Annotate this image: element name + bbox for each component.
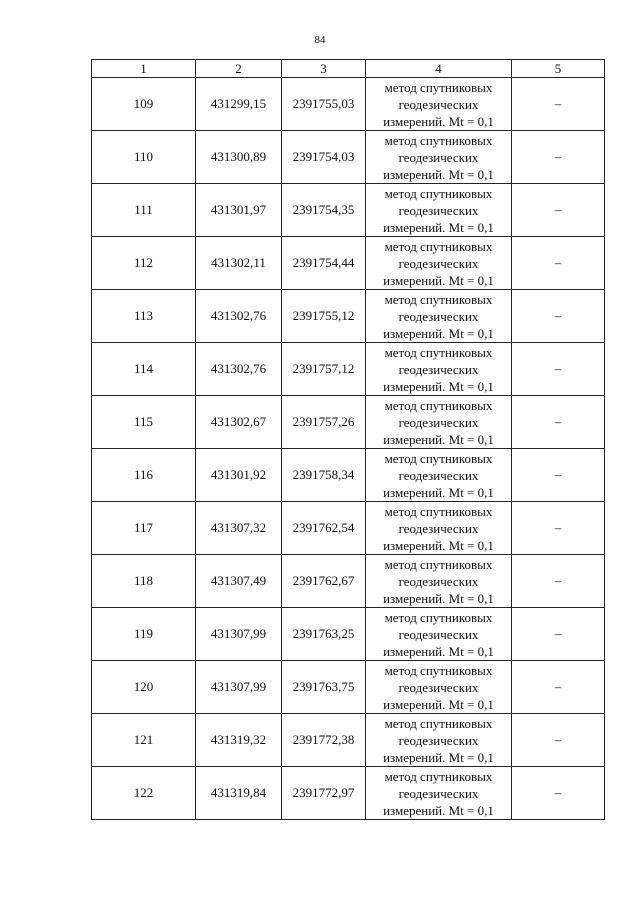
method-line: геодезических bbox=[398, 520, 479, 536]
table-row bbox=[92, 237, 605, 290]
method-line: геодезических bbox=[398, 573, 479, 589]
note-cell: – bbox=[512, 237, 605, 290]
coordinate-y-cell: 2391758,34 bbox=[282, 449, 366, 502]
method-cell bbox=[366, 502, 512, 555]
table-row bbox=[92, 767, 605, 820]
method-line: геодезических bbox=[398, 732, 479, 748]
table-row bbox=[92, 396, 605, 449]
method-line: метод спутниковых bbox=[384, 503, 493, 519]
coordinate-x-cell: 431307,99 bbox=[196, 608, 282, 661]
point-number-cell: 113 bbox=[92, 290, 196, 343]
method-line: метод спутниковых bbox=[384, 344, 493, 360]
table-row bbox=[92, 449, 605, 502]
method-cell bbox=[366, 714, 512, 767]
coordinate-x-cell: 431307,32 bbox=[196, 502, 282, 555]
point-number-cell: 121 bbox=[92, 714, 196, 767]
method-line: измерений. Mt = 0,1 bbox=[383, 643, 494, 659]
method-line: метод спутниковых bbox=[384, 185, 493, 201]
coordinate-y-cell: 2391772,97 bbox=[282, 767, 366, 820]
method-cell bbox=[366, 184, 512, 237]
coordinate-y-cell: 2391754,35 bbox=[282, 184, 366, 237]
method-line: измерений. Mt = 0,1 bbox=[383, 537, 494, 553]
point-number-cell: 109 bbox=[92, 78, 196, 131]
note-cell: – bbox=[512, 661, 605, 714]
method-line: метод спутниковых bbox=[384, 79, 493, 95]
coordinate-x-cell: 431307,99 bbox=[196, 661, 282, 714]
coordinate-y-cell: 2391763,75 bbox=[282, 661, 366, 714]
method-cell bbox=[366, 608, 512, 661]
coordinate-y-cell: 2391757,12 bbox=[282, 343, 366, 396]
method-line: измерений. Mt = 0,1 bbox=[383, 325, 494, 341]
coordinate-x-cell: 431299,15 bbox=[196, 78, 282, 131]
coordinate-x-cell: 431300,89 bbox=[196, 131, 282, 184]
header-col-1: 1 bbox=[92, 60, 196, 78]
method-line: геодезических bbox=[398, 149, 479, 165]
method-line: измерений. Mt = 0,1 bbox=[383, 590, 494, 606]
method-cell bbox=[366, 237, 512, 290]
table-row bbox=[92, 131, 605, 184]
point-number-cell: 114 bbox=[92, 343, 196, 396]
method-line: геодезических bbox=[398, 467, 479, 483]
table-row bbox=[92, 290, 605, 343]
method-line: геодезических bbox=[398, 308, 479, 324]
table-row bbox=[92, 714, 605, 767]
method-line: геодезических bbox=[398, 414, 479, 430]
table-body bbox=[92, 78, 605, 820]
point-number-cell: 119 bbox=[92, 608, 196, 661]
method-line: геодезических bbox=[398, 626, 479, 642]
point-number-cell: 122 bbox=[92, 767, 196, 820]
coordinate-x-cell: 431302,76 bbox=[196, 290, 282, 343]
coordinate-y-cell: 2391762,54 bbox=[282, 502, 366, 555]
method-line: измерений. Mt = 0,1 bbox=[383, 431, 494, 447]
method-cell bbox=[366, 449, 512, 502]
coordinate-y-cell: 2391755,03 bbox=[282, 78, 366, 131]
method-cell bbox=[366, 555, 512, 608]
table-row bbox=[92, 608, 605, 661]
coordinate-y-cell: 2391754,44 bbox=[282, 237, 366, 290]
method-line: измерений. Mt = 0,1 bbox=[383, 802, 494, 818]
table-row bbox=[92, 184, 605, 237]
point-number-cell: 110 bbox=[92, 131, 196, 184]
coordinate-y-cell: 2391754,03 bbox=[282, 131, 366, 184]
coordinate-x-cell: 431302,67 bbox=[196, 396, 282, 449]
note-cell: – bbox=[512, 449, 605, 502]
method-line: метод спутниковых bbox=[384, 715, 493, 731]
coordinate-y-cell: 2391757,26 bbox=[282, 396, 366, 449]
note-cell: – bbox=[512, 343, 605, 396]
coordinate-y-cell: 2391762,67 bbox=[282, 555, 366, 608]
method-line: измерений. Mt = 0,1 bbox=[383, 166, 494, 182]
note-cell: – bbox=[512, 78, 605, 131]
method-line: геодезических bbox=[398, 202, 479, 218]
note-cell: – bbox=[512, 767, 605, 820]
method-line: метод спутниковых bbox=[384, 556, 493, 572]
method-line: геодезических bbox=[398, 361, 479, 377]
point-number-cell: 117 bbox=[92, 502, 196, 555]
coordinates-table bbox=[91, 59, 605, 820]
method-cell bbox=[366, 78, 512, 131]
method-line: измерений. Mt = 0,1 bbox=[383, 696, 494, 712]
table-row bbox=[92, 661, 605, 714]
method-line: метод спутниковых bbox=[384, 397, 493, 413]
method-line: метод спутниковых bbox=[384, 291, 493, 307]
coordinate-x-cell: 431319,84 bbox=[196, 767, 282, 820]
point-number-cell: 118 bbox=[92, 555, 196, 608]
coordinate-y-cell: 2391763,25 bbox=[282, 608, 366, 661]
method-cell bbox=[366, 396, 512, 449]
method-line: метод спутниковых bbox=[384, 132, 493, 148]
method-line: геодезических bbox=[398, 785, 479, 801]
coordinate-x-cell: 431302,76 bbox=[196, 343, 282, 396]
method-line: метод спутниковых bbox=[384, 662, 493, 678]
method-line: измерений. Mt = 0,1 bbox=[383, 484, 494, 500]
coordinate-x-cell: 431301,92 bbox=[196, 449, 282, 502]
coordinate-x-cell: 431301,97 bbox=[196, 184, 282, 237]
point-number-cell: 115 bbox=[92, 396, 196, 449]
header-col-4: 4 bbox=[366, 60, 512, 78]
coordinate-y-cell: 2391755,12 bbox=[282, 290, 366, 343]
note-cell: – bbox=[512, 396, 605, 449]
point-number-cell: 116 bbox=[92, 449, 196, 502]
note-cell: – bbox=[512, 502, 605, 555]
point-number-cell: 111 bbox=[92, 184, 196, 237]
header-col-3: 3 bbox=[282, 60, 366, 78]
note-cell: – bbox=[512, 555, 605, 608]
method-line: метод спутниковых bbox=[384, 768, 493, 784]
method-line: измерений. Mt = 0,1 bbox=[383, 113, 494, 129]
method-line: измерений. Mt = 0,1 bbox=[383, 749, 494, 765]
method-line: геодезических bbox=[398, 96, 479, 112]
method-cell bbox=[366, 131, 512, 184]
header-col-5: 5 bbox=[512, 60, 605, 78]
point-number-cell: 120 bbox=[92, 661, 196, 714]
method-line: метод спутниковых bbox=[384, 238, 493, 254]
method-cell bbox=[366, 290, 512, 343]
header-row bbox=[92, 60, 605, 78]
method-line: измерений. Mt = 0,1 bbox=[383, 378, 494, 394]
table-row bbox=[92, 555, 605, 608]
note-cell: – bbox=[512, 714, 605, 767]
note-cell: – bbox=[512, 290, 605, 343]
table-row bbox=[92, 502, 605, 555]
note-cell: – bbox=[512, 184, 605, 237]
method-line: метод спутниковых bbox=[384, 450, 493, 466]
note-cell: – bbox=[512, 608, 605, 661]
coordinate-y-cell: 2391772,38 bbox=[282, 714, 366, 767]
note-cell: – bbox=[512, 131, 605, 184]
coordinate-x-cell: 431302,11 bbox=[196, 237, 282, 290]
method-line: метод спутниковых bbox=[384, 609, 493, 625]
method-cell bbox=[366, 343, 512, 396]
coordinate-x-cell: 431307,49 bbox=[196, 555, 282, 608]
point-number-cell: 112 bbox=[92, 237, 196, 290]
coordinate-x-cell: 431319,32 bbox=[196, 714, 282, 767]
table-row bbox=[92, 78, 605, 131]
page-number: 84 bbox=[314, 34, 326, 46]
method-line: измерений. Mt = 0,1 bbox=[383, 272, 494, 288]
table-header bbox=[92, 60, 605, 78]
method-cell bbox=[366, 767, 512, 820]
method-line: геодезических bbox=[398, 255, 479, 271]
method-line: геодезических bbox=[398, 679, 479, 695]
method-line: измерений. Mt = 0,1 bbox=[383, 219, 494, 235]
method-cell bbox=[366, 661, 512, 714]
table-row bbox=[92, 343, 605, 396]
header-col-2: 2 bbox=[196, 60, 282, 78]
